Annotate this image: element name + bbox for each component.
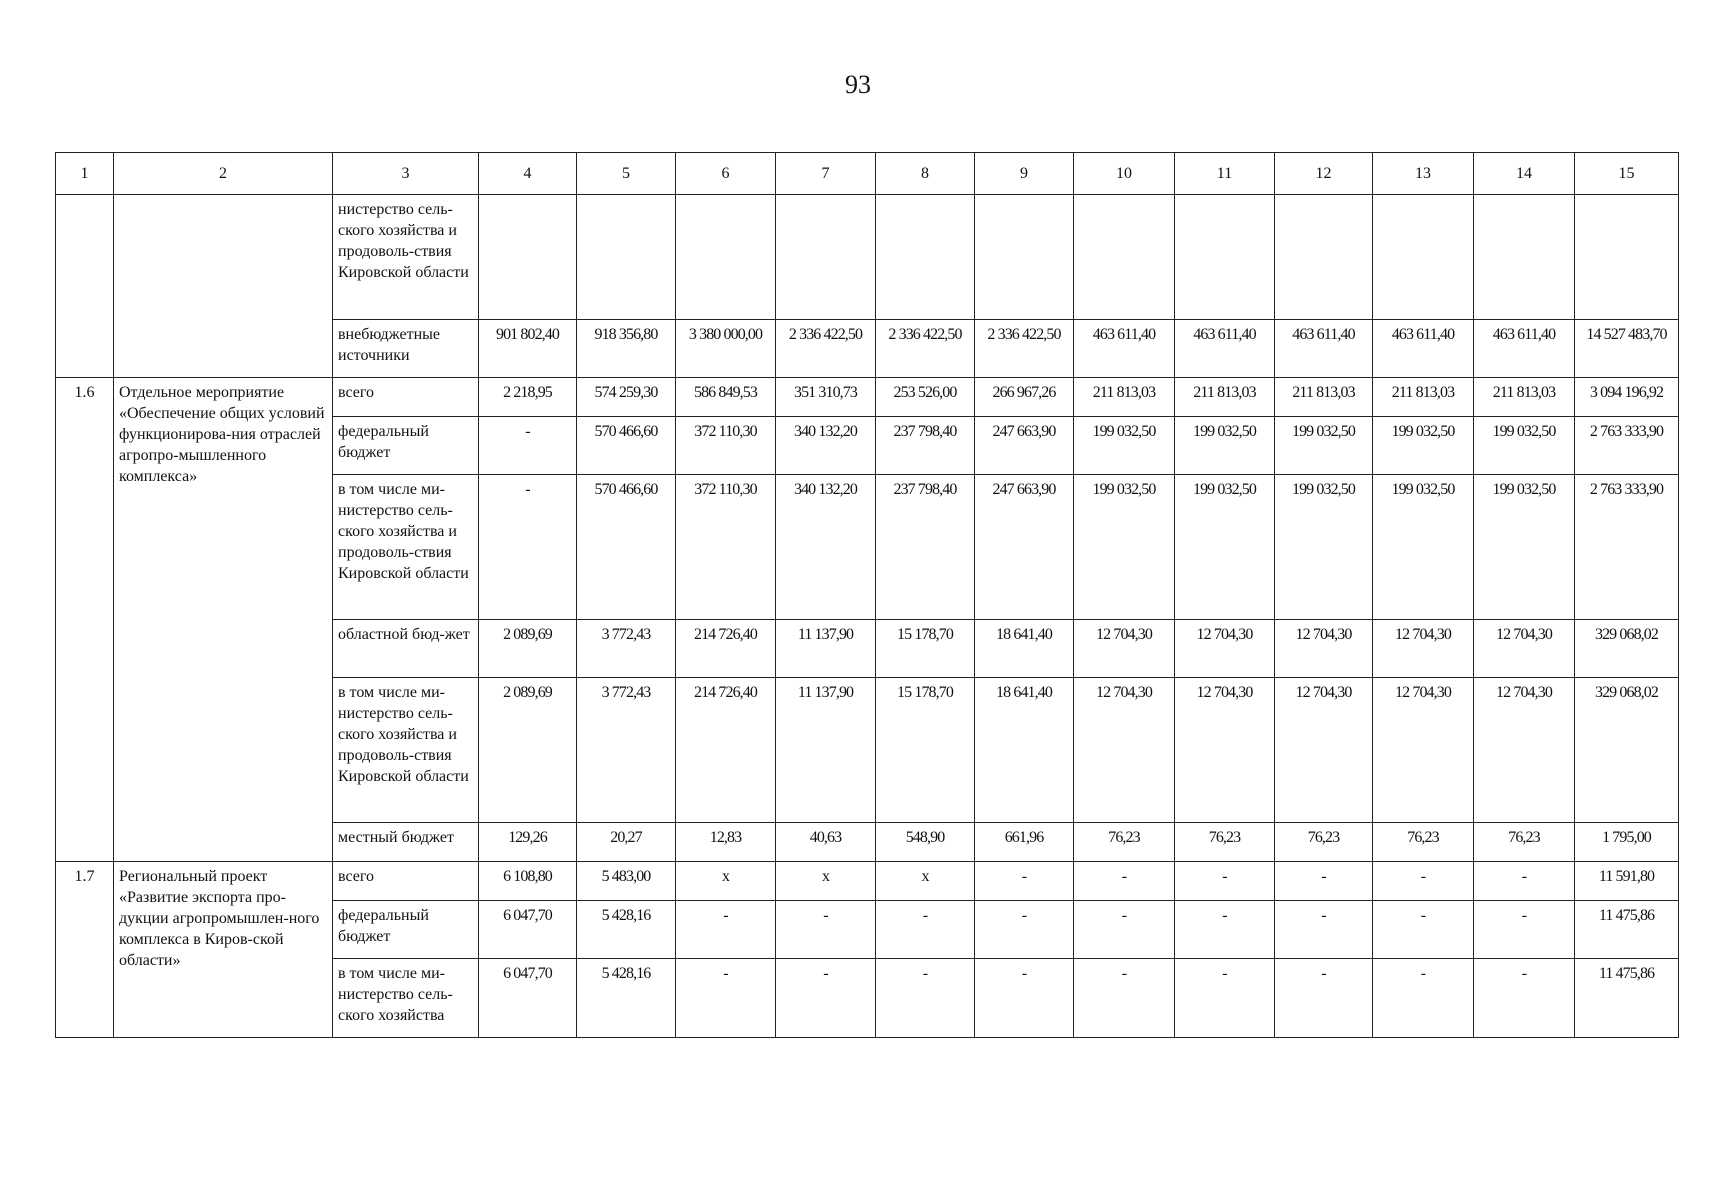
- column-header: 8: [876, 153, 975, 195]
- value-cell: 247 663,90: [975, 417, 1074, 475]
- value-cell: [975, 195, 1074, 320]
- funding-source: всего: [333, 378, 479, 417]
- column-header: 14: [1474, 153, 1575, 195]
- value-cell: [1275, 195, 1373, 320]
- value-cell: 2 336 422,50: [776, 320, 876, 378]
- value-cell: 6 108,80: [479, 862, 577, 901]
- funding-source: всего: [333, 862, 479, 901]
- value-cell: [1074, 195, 1175, 320]
- value-cell: 12 704,30: [1275, 678, 1373, 823]
- column-header: 2: [114, 153, 333, 195]
- value-cell: 199 032,50: [1275, 417, 1373, 475]
- value-cell: 12 704,30: [1074, 678, 1175, 823]
- value-cell: 266 967,26: [975, 378, 1074, 417]
- value-cell: 11 591,80: [1575, 862, 1679, 901]
- value-cell: 372 110,30: [676, 417, 776, 475]
- column-header: 4: [479, 153, 577, 195]
- value-cell: [479, 195, 577, 320]
- value-cell: 548,90: [876, 823, 975, 862]
- value-cell: -: [1175, 901, 1275, 959]
- value-cell: 11 137,90: [776, 678, 876, 823]
- value-cell: -: [479, 475, 577, 620]
- value-cell: 214 726,40: [676, 620, 776, 678]
- value-cell: -: [1275, 862, 1373, 901]
- value-cell: 12 704,30: [1074, 620, 1175, 678]
- header-row: [56, 153, 1679, 195]
- value-cell: -: [676, 959, 776, 1038]
- value-cell: 199 032,50: [1474, 475, 1575, 620]
- funding-source: областной бюд-жет: [333, 620, 479, 678]
- value-cell: 211 813,03: [1373, 378, 1474, 417]
- value-cell: 329 068,02: [1575, 678, 1679, 823]
- value-cell: -: [1474, 959, 1575, 1038]
- value-cell: 199 032,50: [1373, 475, 1474, 620]
- value-cell: 5 483,00: [577, 862, 676, 901]
- value-cell: 5 428,16: [577, 959, 676, 1038]
- value-cell: 11 137,90: [776, 620, 876, 678]
- value-cell: 237 798,40: [876, 417, 975, 475]
- value-cell: 199 032,50: [1074, 475, 1175, 620]
- item-number: 1.7: [56, 862, 114, 1038]
- column-header: 15: [1575, 153, 1679, 195]
- column-header: 10: [1074, 153, 1175, 195]
- value-cell: -: [1373, 959, 1474, 1038]
- value-cell: 2 218,95: [479, 378, 577, 417]
- value-cell: -: [1175, 959, 1275, 1038]
- value-cell: 20,27: [577, 823, 676, 862]
- item-name: Региональный проект «Развитие экспорта про-дукции агропромышлен-ного комплекса в Киров-ской области»: [114, 862, 333, 1038]
- value-cell: -: [975, 959, 1074, 1038]
- value-cell: [676, 195, 776, 320]
- value-cell: 11 475,86: [1575, 959, 1679, 1038]
- value-cell: -: [1074, 959, 1175, 1038]
- value-cell: 340 132,20: [776, 417, 876, 475]
- table-row: [56, 195, 1679, 320]
- funding-source: в том числе ми-нистерство сель-ского хозяйства и продоволь-ствия Кировской области: [333, 475, 479, 620]
- value-cell: 463 611,40: [1474, 320, 1575, 378]
- table-row: [56, 378, 1679, 417]
- value-cell: 329 068,02: [1575, 620, 1679, 678]
- value-cell: -: [975, 862, 1074, 901]
- value-cell: 76,23: [1373, 823, 1474, 862]
- value-cell: 12 704,30: [1373, 620, 1474, 678]
- value-cell: 199 032,50: [1275, 475, 1373, 620]
- value-cell: -: [676, 901, 776, 959]
- value-cell: -: [876, 901, 975, 959]
- value-cell: [876, 195, 975, 320]
- value-cell: -: [1474, 862, 1575, 901]
- value-cell: 351 310,73: [776, 378, 876, 417]
- value-cell: -: [1275, 959, 1373, 1038]
- funding-source: местный бюджет: [333, 823, 479, 862]
- item-name: [114, 195, 333, 378]
- value-cell: [1474, 195, 1575, 320]
- value-cell: 12 704,30: [1474, 678, 1575, 823]
- value-cell: 40,63: [776, 823, 876, 862]
- value-cell: -: [776, 959, 876, 1038]
- value-cell: 211 813,03: [1275, 378, 1373, 417]
- value-cell: 3 772,43: [577, 678, 676, 823]
- column-header: 11: [1175, 153, 1275, 195]
- funding-source: федеральный бюджет: [333, 901, 479, 959]
- table-header: [56, 153, 1679, 195]
- column-header: 6: [676, 153, 776, 195]
- value-cell: 2 089,69: [479, 620, 577, 678]
- funding-source: внебюджетные источники: [333, 320, 479, 378]
- value-cell: 12 704,30: [1175, 620, 1275, 678]
- funding-source: федеральный бюджет: [333, 417, 479, 475]
- value-cell: 211 813,03: [1474, 378, 1575, 417]
- value-cell: х: [676, 862, 776, 901]
- value-cell: -: [1474, 901, 1575, 959]
- value-cell: 214 726,40: [676, 678, 776, 823]
- value-cell: 3 772,43: [577, 620, 676, 678]
- value-cell: 199 032,50: [1474, 417, 1575, 475]
- value-cell: [1575, 195, 1679, 320]
- column-header: 7: [776, 153, 876, 195]
- value-cell: 12,83: [676, 823, 776, 862]
- value-cell: -: [1275, 901, 1373, 959]
- value-cell: -: [1373, 862, 1474, 901]
- value-cell: -: [975, 901, 1074, 959]
- value-cell: 12 704,30: [1373, 678, 1474, 823]
- value-cell: -: [776, 901, 876, 959]
- value-cell: х: [776, 862, 876, 901]
- value-cell: 18 641,40: [975, 678, 1074, 823]
- value-cell: -: [1074, 901, 1175, 959]
- value-cell: 247 663,90: [975, 475, 1074, 620]
- value-cell: 12 704,30: [1175, 678, 1275, 823]
- value-cell: 211 813,03: [1175, 378, 1275, 417]
- funding-source: нистерство сель-ского хозяйства и продоволь-ствия Кировской области: [333, 195, 479, 320]
- value-cell: -: [1074, 862, 1175, 901]
- value-cell: 570 466,60: [577, 475, 676, 620]
- value-cell: 18 641,40: [975, 620, 1074, 678]
- column-header: 5: [577, 153, 676, 195]
- value-cell: 76,23: [1175, 823, 1275, 862]
- column-header: 12: [1275, 153, 1373, 195]
- value-cell: 463 611,40: [1175, 320, 1275, 378]
- value-cell: 2 336 422,50: [876, 320, 975, 378]
- value-cell: 372 110,30: [676, 475, 776, 620]
- item-name: Отдельное мероприятие «Обеспечение общих условий функционирова-ния отраслей агропро-мышленного комплекса»: [114, 378, 333, 862]
- funding-source: в том числе ми-нистерство сель-ского хозяйства и продоволь-ствия Кировской области: [333, 678, 479, 823]
- value-cell: 570 466,60: [577, 417, 676, 475]
- value-cell: 15 178,70: [876, 678, 975, 823]
- column-header: 13: [1373, 153, 1474, 195]
- value-cell: [776, 195, 876, 320]
- value-cell: -: [1175, 862, 1275, 901]
- value-cell: 199 032,50: [1074, 417, 1175, 475]
- value-cell: -: [876, 959, 975, 1038]
- value-cell: 11 475,86: [1575, 901, 1679, 959]
- value-cell: 199 032,50: [1175, 475, 1275, 620]
- value-cell: 5 428,16: [577, 901, 676, 959]
- value-cell: 6 047,70: [479, 959, 577, 1038]
- value-cell: 253 526,00: [876, 378, 975, 417]
- value-cell: 129,26: [479, 823, 577, 862]
- value-cell: 76,23: [1074, 823, 1175, 862]
- value-cell: 237 798,40: [876, 475, 975, 620]
- value-cell: 2 089,69: [479, 678, 577, 823]
- value-cell: 463 611,40: [1373, 320, 1474, 378]
- value-cell: 12 704,30: [1275, 620, 1373, 678]
- value-cell: -: [479, 417, 577, 475]
- value-cell: [1373, 195, 1474, 320]
- value-cell: 586 849,53: [676, 378, 776, 417]
- value-cell: 6 047,70: [479, 901, 577, 959]
- value-cell: 661,96: [975, 823, 1074, 862]
- value-cell: 2 763 333,90: [1575, 475, 1679, 620]
- value-cell: 199 032,50: [1175, 417, 1275, 475]
- funding-source: в том числе ми-нистерство сель-ского хозяйства: [333, 959, 479, 1038]
- value-cell: 463 611,40: [1074, 320, 1175, 378]
- budget-table: [55, 152, 1679, 1038]
- value-cell: 76,23: [1275, 823, 1373, 862]
- table-body: [56, 195, 1679, 1038]
- value-cell: 199 032,50: [1373, 417, 1474, 475]
- value-cell: 14 527 483,70: [1575, 320, 1679, 378]
- value-cell: х: [876, 862, 975, 901]
- value-cell: 340 132,20: [776, 475, 876, 620]
- table-row: [56, 862, 1679, 901]
- value-cell: 463 611,40: [1275, 320, 1373, 378]
- value-cell: 1 795,00: [1575, 823, 1679, 862]
- value-cell: -: [1373, 901, 1474, 959]
- value-cell: 574 259,30: [577, 378, 676, 417]
- value-cell: 12 704,30: [1474, 620, 1575, 678]
- value-cell: 901 802,40: [479, 320, 577, 378]
- value-cell: [577, 195, 676, 320]
- item-number: [56, 195, 114, 378]
- item-number: 1.6: [56, 378, 114, 862]
- value-cell: 76,23: [1474, 823, 1575, 862]
- value-cell: 918 356,80: [577, 320, 676, 378]
- value-cell: [1175, 195, 1275, 320]
- value-cell: 2 336 422,50: [975, 320, 1074, 378]
- column-header: 3: [333, 153, 479, 195]
- column-header: 9: [975, 153, 1074, 195]
- value-cell: 3 094 196,92: [1575, 378, 1679, 417]
- page-number: 93: [845, 70, 871, 99]
- column-header: 1: [56, 153, 114, 195]
- value-cell: 15 178,70: [876, 620, 975, 678]
- value-cell: 2 763 333,90: [1575, 417, 1679, 475]
- value-cell: 3 380 000,00: [676, 320, 776, 378]
- value-cell: 211 813,03: [1074, 378, 1175, 417]
